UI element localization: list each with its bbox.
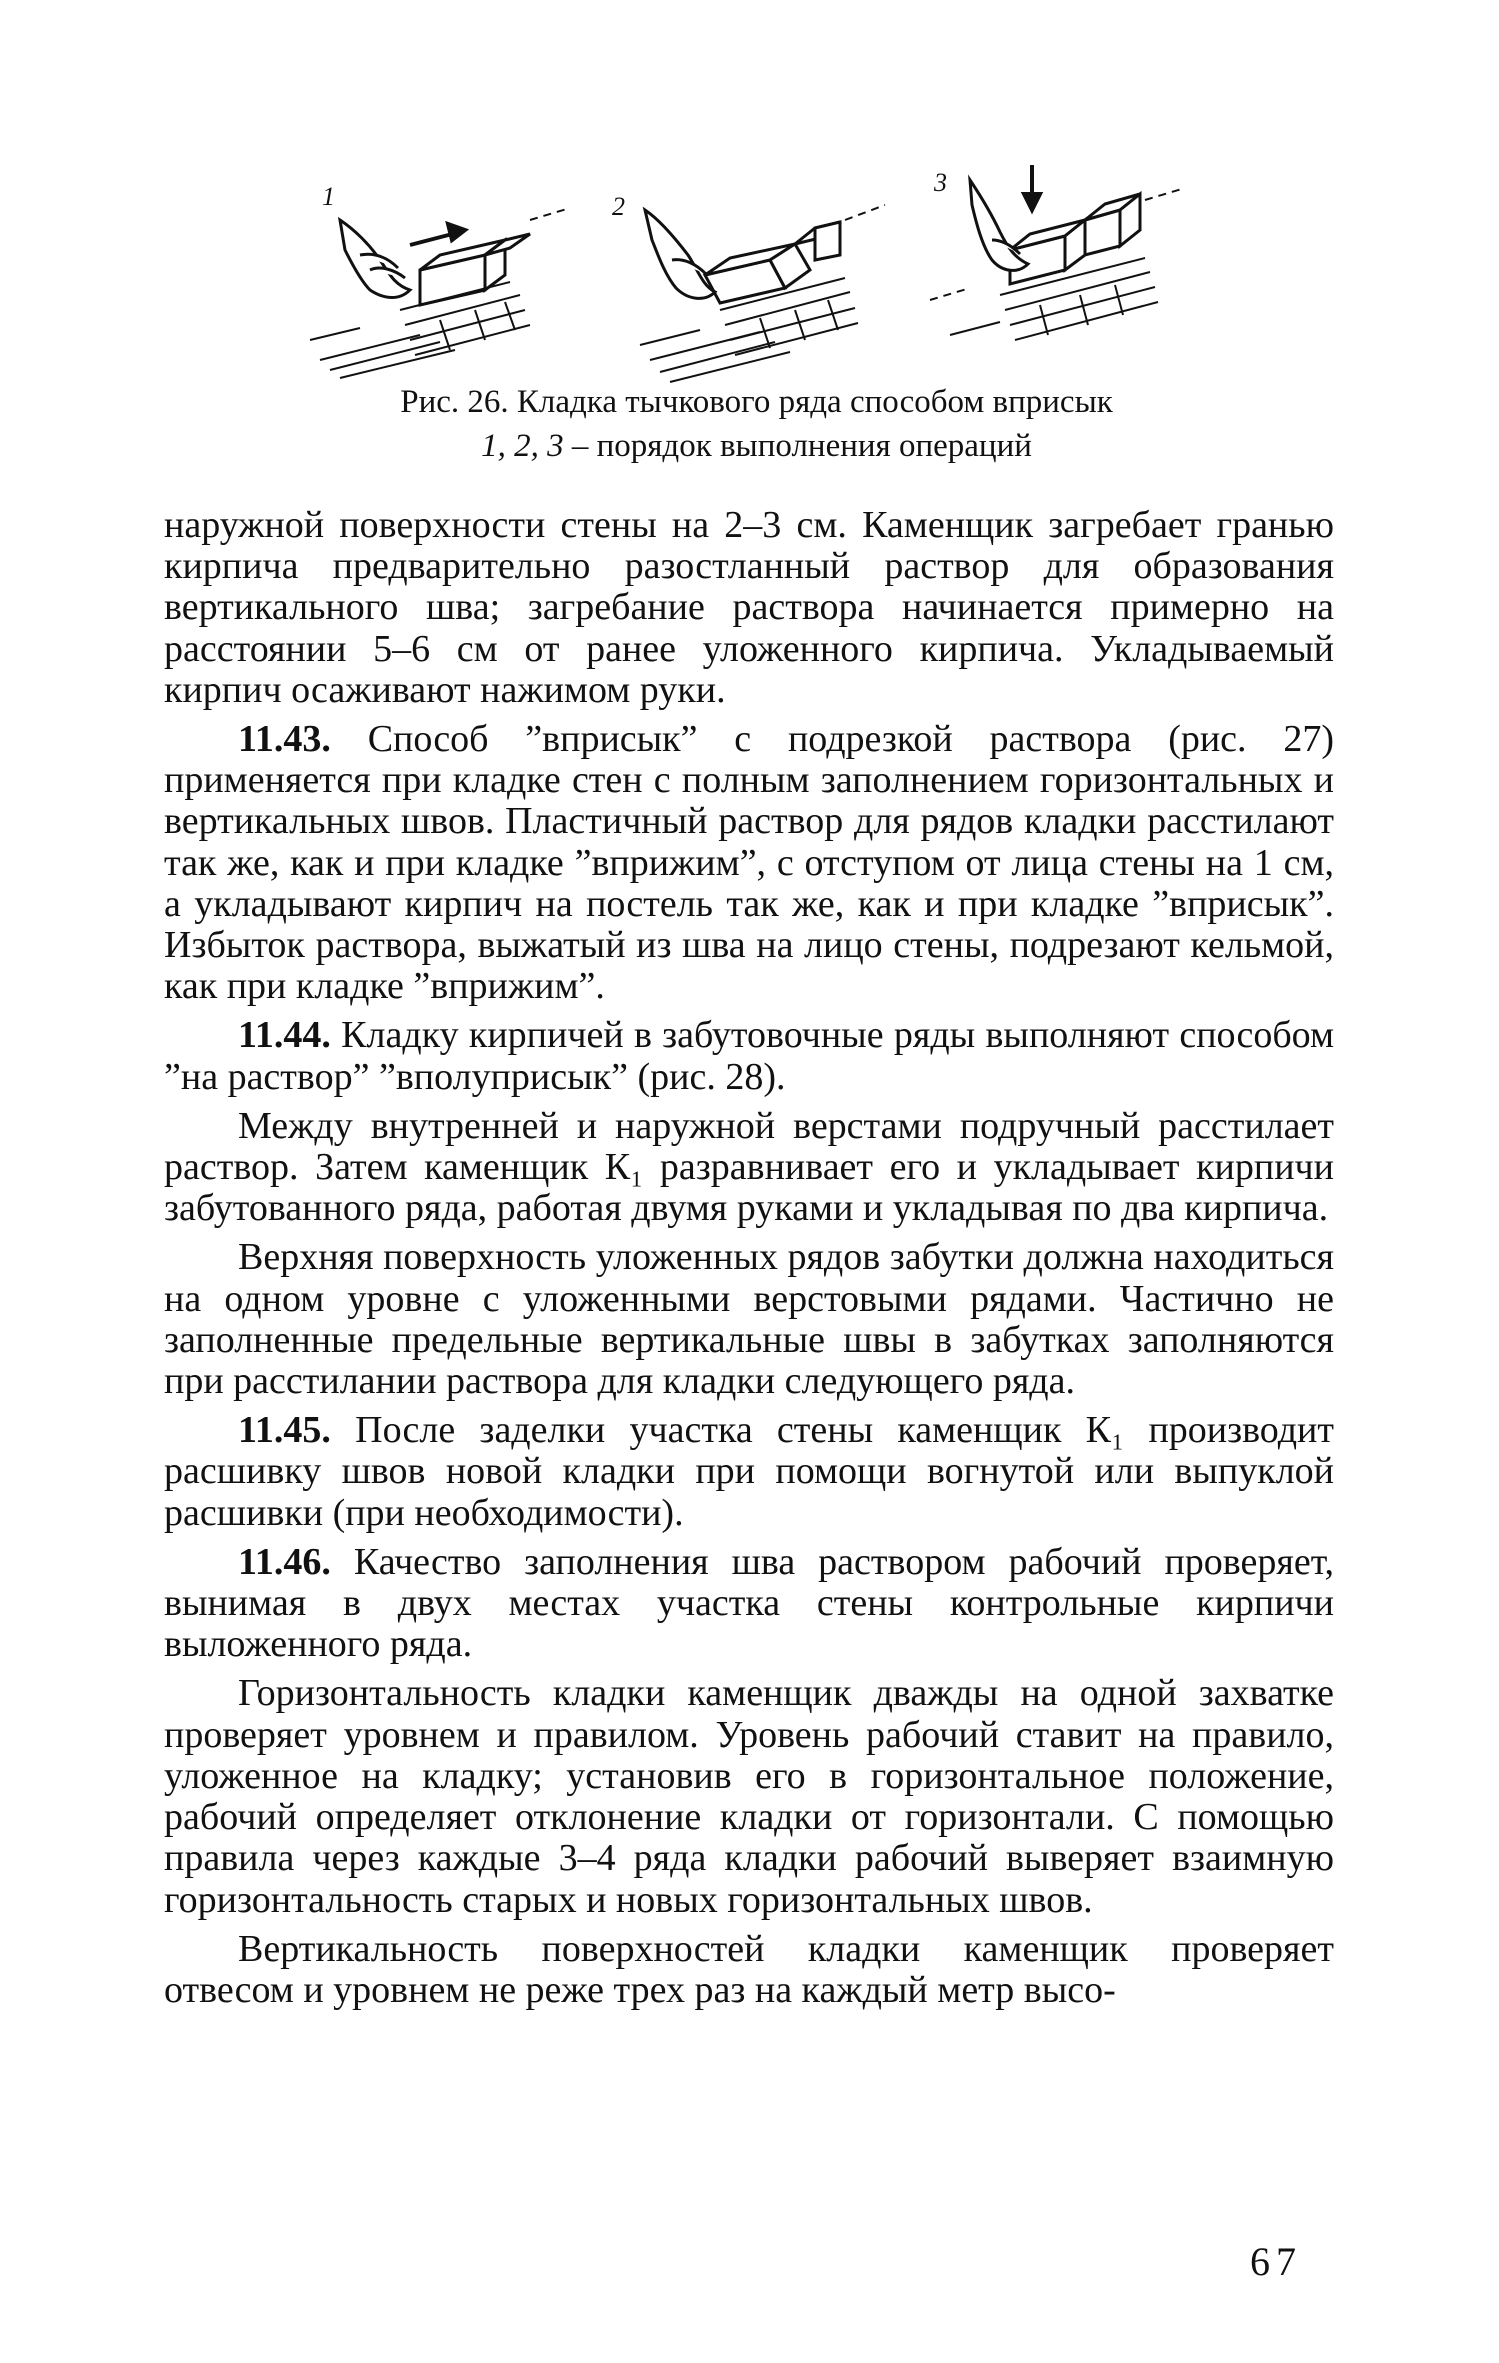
paragraph-5 <box>164 1237 1334 1402</box>
paragraph-9-text: Вертикальность поверхностей кладки каменщик проверяет отвесом и уровнем не реже трех раз на каждый метр высо- <box>164 1927 1334 2011</box>
paragraph-11-46 <box>164 1542 1334 1666</box>
figure-step-3 <box>920 160 1210 390</box>
figure-caption-legend <box>0 424 1499 468</box>
paragraph-4-text: Между внутренней и наружной верстами подручный расстилает раствор. Затем каменщик К₁ разравнивает его и укладывает кирпичи забутованного ряда, работая двумя руками и укладывая по два кирпича. <box>164 1104 1334 1230</box>
paragraph-8 <box>164 1673 1334 1920</box>
clause-number-11-44: 11.44. <box>238 1014 331 1057</box>
clause-number-11-43: 11.43. <box>238 718 331 761</box>
figure-step-2 <box>610 160 900 390</box>
step-2-illustration <box>610 160 900 390</box>
paragraph-11-43-text: Способ ”вприсык” с подрезкой раствора (рис. 27) применяется при кладке стен с полным заполнением горизонтальных и вертикальных швов. Пластичный раствор для рядов кладки расстилают так же, как и при кладке ”вприжим”, с отступом от лица стены на 1 см, а укладывают кирпич на постель так же, как и при кладке ”вприсык”. Избыток раствора, выжатый из шва на лицо стены, подрезают кельмой, как при кладке ”вприжим”. <box>164 718 1334 1008</box>
paragraph-1 <box>164 505 1334 711</box>
step-1-illustration <box>300 160 590 390</box>
paragraph-8-text: Горизонтальность кладки каменщик дважды на одной захватке проверяет уровнем и правилом. Уровень рабочий ставит на правило, уложенное на кладку; установив его в горизонтальное положение, рабочий определяет отклонение кладки от горизонтали. С помощью правила через каждые 3–4 ряда кладки рабочий выверяет взаимную горизонтальность старых и новых горизонтальных швов. <box>164 1672 1334 1921</box>
step-label-3: 3 <box>934 168 947 197</box>
step-3-illustration <box>920 160 1210 390</box>
step-label-2: 2 <box>612 192 625 221</box>
caption-step-numbers: 1, 2, 3 <box>481 428 564 464</box>
paragraph-5-text: Верхняя поверхность уложенных рядов забутки должна находиться на одном уровне с уложенными верстовыми рядами. Частично не заполненные предельные вертикальные швы в забутках заполняются при расстилании раствора для кладки следующего ряда. <box>164 1236 1334 1403</box>
paragraph-1-text: наружной поверхности стены на 2–3 см. Каменщик загребает гранью кирпича предварительно разостланный раствор для образования вертикального шва; загребание раствора начинается примерно на расстоянии 5–6 см от ранее уложенного кирпича. Укладываемый кирпич осаживают нажимом руки. <box>164 504 1334 711</box>
step-label-1: 1 <box>322 182 335 211</box>
paragraph-11-46-text: Качество заполнения шва раствором рабочий проверяет, вынимая в двух местах участка стены контрольные кирпичи выложенного ряда. <box>164 1540 1334 1666</box>
paragraph-11-44-text: Кладку кирпичей в забутовочные ряды выполняют способом ”на раствор” ”вполуприсык” (рис. 28). <box>164 1014 1334 1098</box>
page-number: 67 <box>1250 2239 1302 2284</box>
paragraph-9 <box>164 1929 1334 2011</box>
caption-step-description: – порядок выполнения операций <box>563 428 1032 464</box>
paragraph-11-45-text: После заделки участка стены каменщик К₁ производит расшивку швов новой кладки при помощи вогнутой или выпуклой расшивки (при необходимости). <box>164 1409 1334 1534</box>
paragraph-4 <box>164 1106 1334 1230</box>
figure-26 <box>300 160 1220 390</box>
figure-caption-title: Рис. 26. Кладка тычкового ряда способом вприсык <box>400 384 1113 420</box>
paragraph-11-44 <box>164 1015 1334 1097</box>
paragraph-11-43 <box>164 719 1334 1007</box>
paragraph-11-45 <box>164 1410 1334 1534</box>
body-text <box>164 505 1334 2011</box>
clause-number-11-45: 11.45. <box>238 1409 331 1452</box>
clause-number-11-46: 11.46. <box>238 1540 331 1583</box>
figure-step-1 <box>300 160 590 390</box>
